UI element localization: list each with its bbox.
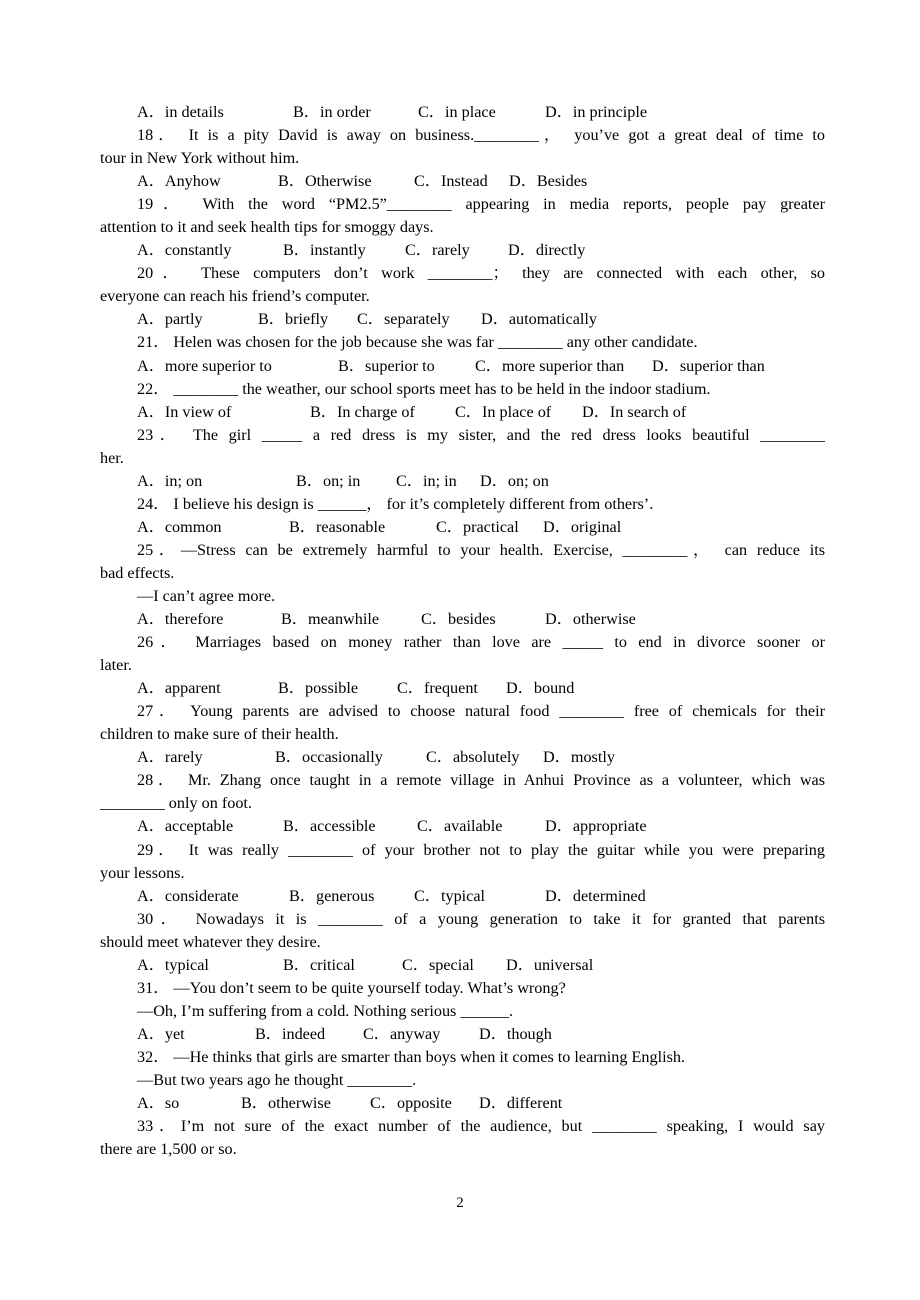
option-d: D．determined [545,886,646,905]
option-a: A．in details [137,103,224,121]
option-c: C．anyway [363,1024,441,1043]
option-d: D．original [543,517,622,536]
question-text: 26． Marriages based on money rather than love are _____ to end in divorce sooner or [137,633,825,652]
question-text: 29． It was really ________ of your brother not to play the guitar while you were preparing [137,840,825,859]
page-number: 2 [456,1195,464,1211]
question-text: 19． With the word “PM2.5”________ appearing in media reports, people pay greater [137,195,825,214]
option-c: C．special [402,955,474,974]
option-b: B．indeed [255,1024,326,1043]
question-text-continued: ________ only on foot. [100,794,252,813]
options-row [100,470,825,493]
option-d: D．bound [506,679,575,698]
option-b: B．Otherwise [278,172,372,191]
option-b: B．instantly [283,241,366,260]
question-text-continued: —But two years ago he thought ________. [137,1070,417,1089]
question-text: 27． Young parents are advised to choose natural food ________ free of chemicals for their [137,702,825,721]
option-c: C．frequent [397,679,478,698]
question-text-continued: everyone can reach his friend’s computer. [100,287,370,306]
option-c: C．in place [418,103,496,121]
option-a: A．constantly [137,241,232,260]
option-b: B．on; in [296,471,361,490]
question-text-continued: tour in New York without him. [100,149,300,168]
options-row [100,746,825,769]
option-a: A．partly [137,310,203,329]
question-text-continued: should meet whatever they desire. [100,932,321,951]
question-text-continued: —I can’t agree more. [137,586,276,605]
option-c: C．rarely [405,241,470,260]
question-text-continued: your lessons. [100,863,185,882]
option-b: B．occasionally [275,748,383,767]
question-text: 31． —You don’t seem to be quite yourself today. What’s wrong? [137,978,566,997]
option-d: D．mostly [543,748,615,767]
options-row [100,1023,825,1046]
options-row [100,885,825,908]
option-d: D．automatically [481,310,597,329]
option-a: A．Anyhow [137,172,221,191]
question-text: 25．—Stress can be extremely harmful to your health. Exercise, ________， can reduce its [137,540,825,559]
options-row [100,401,825,424]
option-a: A．considerate [137,886,239,905]
options-row [100,170,825,193]
question-text-continued: later. [100,656,132,675]
question-text: 20． These computers don’t work ________； they are connected with each other, so [137,264,825,283]
option-a: A．acceptable [137,817,234,836]
question-text: 33．I’m not sure of the exact number of the audience, but ________ speaking, I would say [137,1117,825,1136]
options-row [100,954,825,977]
options-row [100,516,825,539]
question-text-continued: —Oh, I’m suffering from a cold. Nothing serious ______. [137,1001,514,1020]
option-a: A．rarely [137,748,203,767]
option-c: C．more superior than [475,356,625,375]
option-c: C．available [417,817,503,836]
question-text: 18． It is a pity David is away on business.________， you’ve got a great deal of time to [137,126,825,145]
question-text: 24． I believe his design is ______， for it’s completely different from others’. [137,494,654,513]
option-b: B．otherwise [241,1094,331,1113]
option-d: D．Besides [509,172,588,191]
option-a: A．so [137,1094,180,1113]
option-d: D．in principle [545,103,648,121]
document-page [100,101,825,1161]
option-d: D．on; on [480,471,549,490]
option-b: B．possible [278,679,359,698]
option-d: D．different [479,1094,563,1113]
option-a: A．common [137,517,222,536]
question-text: 30． Nowadays it is ________ of a young generation to take it for granted that parents [137,909,825,928]
option-b: B．meanwhile [281,610,380,629]
options-row [100,815,825,838]
question-text: 32． —He thinks that girls are smarter than boys when it comes to learning English. [137,1047,686,1066]
question-text-continued: children to make sure of their health. [100,725,339,744]
option-d: D．otherwise [545,610,636,629]
option-b: B．accessible [283,817,376,836]
option-b: B．generous [289,886,375,905]
option-c: C．typical [414,886,486,905]
question-text: 23． The girl _____ a red dress is my sister, and the red dress looks beautiful ________ [137,425,825,444]
option-d: D．appropriate [545,817,647,836]
options-row [100,1092,825,1115]
question-text-continued: attention to it and seek health tips for smoggy days. [100,218,434,237]
options-row [100,608,825,631]
question-text-continued: bad effects. [100,563,175,582]
option-a: A．In view of [137,402,232,421]
options-row [100,308,825,331]
option-c: C．Instead [414,172,488,191]
option-b: B．reasonable [289,517,386,536]
option-c: C．separately [357,310,450,329]
option-d: D．In search of [582,402,687,421]
options-row [100,101,825,124]
question-text: 28． Mr. Zhang once taught in a remote village in Anhui Province as a volunteer, which was [137,771,825,790]
option-a: A．therefore [137,610,224,629]
option-d: D．universal [506,955,594,974]
question-text: 21． Helen was chosen for the job because she was far ________ any other candidate. [137,333,698,352]
option-d: D．directly [508,241,586,260]
option-c: C．in; in [396,471,457,490]
question-text-continued: her. [100,448,124,467]
option-c: C．besides [421,610,496,629]
options-row [100,355,825,378]
question-text: 22． ________ the weather, our school sports meet has to be held in the indoor stadium. [137,379,711,398]
option-c: C．practical [436,517,519,536]
option-c: C．absolutely [426,748,520,767]
option-b: B．in order [293,103,371,121]
option-a: A．more superior to [137,356,272,375]
option-b: B．In charge of [310,402,415,421]
option-b: B．critical [283,955,355,974]
option-b: B．superior to [338,356,435,375]
option-a: A．yet [137,1024,185,1043]
option-c: C．opposite [370,1094,452,1113]
option-c: C．In place of [455,402,552,421]
option-d: D．superior than [652,356,765,375]
option-a: A．in; on [137,471,203,490]
option-a: A．typical [137,955,209,974]
options-row [100,239,825,262]
option-b: B．briefly [258,310,329,329]
option-d: D．though [479,1024,552,1043]
options-row [100,677,825,700]
question-text-continued: there are 1,500 or so. [100,1140,237,1159]
option-a: A．apparent [137,679,221,698]
